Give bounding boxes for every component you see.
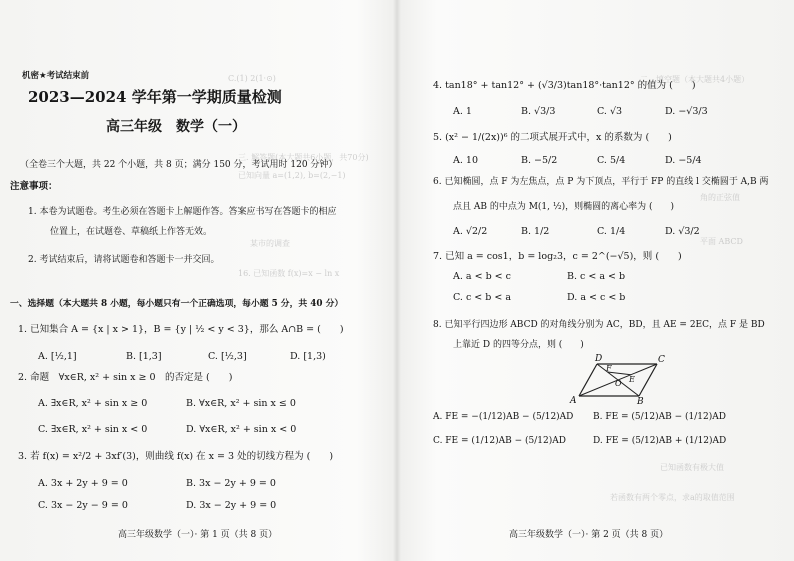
bleed-through-text: 若函数有两个零点，求a的取值范围 — [610, 493, 735, 502]
label-c: C — [658, 355, 665, 365]
q8-option-c: C. FE = (1/12)AB − (5/12)AD — [433, 436, 566, 446]
confidential-label: 机密★考试结束前 — [22, 71, 90, 81]
bleed-through-text: 二、填空题（本大题共4小题） — [640, 75, 750, 84]
note-1-line-1: 1. 本卷为试题卷。考生必须在答题卡上解题作答。答案应书写在答题卡的相应 — [28, 207, 337, 217]
label-e: E — [629, 375, 635, 384]
notes-heading: 注意事项： — [10, 181, 58, 192]
q4-option-a: A. 1 — [453, 106, 472, 117]
q2-option-d: D. ∀x∈R, x² + sin x < 0 — [186, 424, 297, 435]
q8-option-b: B. FE = (5/12)AB − (1/12)AD — [593, 412, 726, 422]
label-b: B — [637, 397, 644, 404]
q7-option-c: C. c < b < a — [453, 292, 512, 303]
q3-option-b: B. 3x − 2y + 9 = 0 — [186, 478, 276, 489]
q3-option-a: A. 3x + 2y + 9 = 0 — [38, 478, 128, 489]
question-4: 4. tan18° + tan12° + (√3/3)tan18°·tan12° 的值为 ( ) — [433, 80, 696, 91]
label-a: A — [570, 396, 577, 404]
q6-option-a: A. √2/2 — [453, 226, 488, 237]
q2-option-a: A. ∃x∈R, x² + sin x ≥ 0 — [38, 398, 148, 409]
q1-option-d: D. [1,3) — [290, 351, 326, 362]
label-f: F — [606, 364, 612, 373]
q5-option-a: A. 10 — [453, 155, 478, 166]
question-8-line-1: 8. 已知平行四边形 ABCD 的对角线分别为 AC，BD，且 AE = 2EC，点 F 是 BD — [433, 320, 765, 330]
q5-option-d: D. −5/4 — [665, 155, 702, 166]
bleed-through-text: 16. 已知函数 f(x)=x − ln x — [238, 269, 340, 278]
note-2: 2. 考试结束后，请将试题卷和答题卡一并交回。 — [28, 255, 220, 265]
q8-option-d: D. FE = (5/12)AB + (1/12)AD — [593, 436, 727, 446]
q1-option-a: A. [½,1] — [38, 351, 77, 362]
exam-page-2 — [397, 0, 794, 561]
q1-option-c: C. [½,3] — [208, 351, 247, 362]
bleed-through-text: 三. 解答题(本大题共6小题，共70分) — [238, 153, 369, 162]
q4-option-c: C. √3 — [597, 106, 623, 117]
label-d: D — [595, 354, 603, 364]
bleed-through-text: 平面 ABCD — [700, 237, 743, 246]
note-1-line-2: 位置上，在试题卷、草稿纸上作答无效。 — [50, 227, 213, 237]
q7-option-d: D. a < c < b — [567, 292, 626, 303]
q3-option-c: C. 3x − 2y − 9 = 0 — [38, 500, 128, 511]
bleed-through-text: 已知函数有极大值 — [660, 463, 724, 472]
q2-option-b: B. ∀x∈R, x² + sin x ≤ 0 — [186, 398, 296, 409]
question-3: 3. 若 f(x) = x²/2 + 3xf′(3)，则曲线 f(x) 在 x = 3 处的切线方程为 ( ) — [18, 451, 334, 462]
question-5: 5. (x² − 1/(2x))⁶ 的二项式展开式中，x 的系数为 ( ) — [433, 132, 672, 143]
q6-option-b: B. 1/2 — [521, 226, 550, 237]
exam-subtitle: 高三年级 数学（一） — [106, 119, 246, 135]
question-8-line-2: 上靠近 D 的四等分点，则 ( ) — [453, 340, 584, 350]
bleed-through-text: 已知向量 a=(1,2), b=(2,−1) — [238, 171, 346, 180]
bleed-through-text: 角的正弦值 — [700, 193, 740, 202]
exam-title: 2023—2024 学年第一学期质量检测 — [28, 88, 282, 106]
question-6-line-1: 6. 已知椭圆，点 F 为左焦点，点 P 为下顶点，平行于 FP 的直线 l 交椭圆于 A,B 两 — [433, 177, 769, 187]
q1-option-b: B. [1,3] — [126, 351, 162, 362]
q7-option-a: A. a < b < c — [453, 271, 511, 282]
parallelogram-figure — [567, 352, 677, 404]
question-7: 7. 已知 a = cos1，b = log₂3，c = 2^(−√5)，则 ( ) — [433, 251, 682, 262]
q7-option-b: B. c < a < b — [567, 271, 626, 282]
q2-option-c: C. ∃x∈R, x² + sin x < 0 — [38, 424, 148, 435]
page-1-footer: 高三年级数学（一）· 第 1 页（共 8 页） — [118, 530, 278, 540]
question-6-line-2: 点且 AB 的中点为 M(1, ½)，则椭圆的离心率为 ( ) — [453, 202, 674, 212]
q6-option-c: C. 1/4 — [597, 226, 626, 237]
page-2-footer: 高三年级数学（一）· 第 2 页（共 8 页） — [509, 530, 669, 540]
q4-option-b: B. √3/3 — [521, 106, 556, 117]
q8-option-a: A. FE = −(1/12)AB − (5/12)AD — [433, 412, 574, 422]
label-o: O — [615, 379, 622, 388]
bleed-through-text: C.(1) 2(1·⊙) — [228, 74, 276, 83]
q5-option-b: B. −5/2 — [521, 155, 558, 166]
q5-option-c: C. 5/4 — [597, 155, 626, 166]
question-2: 2. 命题 ∀x∈R, x² + sin x ≥ 0 的否定是 ( ) — [18, 372, 233, 383]
question-1: 1. 已知集合 A = {x | x > 1}，B = {y | ½ < y < 3}，那么 A∩B = ( ) — [18, 324, 344, 335]
q6-option-d: D. √3/2 — [665, 226, 700, 237]
edge-cb — [639, 364, 657, 396]
edge-ad — [579, 364, 597, 396]
q3-option-d: D. 3x − 2y + 9 = 0 — [186, 500, 277, 511]
q4-option-d: D. −√3/3 — [665, 106, 708, 117]
bleed-through-text: 某市的调查 — [250, 239, 290, 248]
section-1-heading: 一、选择题（本大题共 8 小题，每小题只有一个正确选项，每小题 5 分，共 40 分） — [10, 299, 344, 309]
exam-info: （全卷三个大题，共 22 个小题，共 8 页；满分 150 分，考试用时 120 分钟） — [20, 160, 338, 170]
